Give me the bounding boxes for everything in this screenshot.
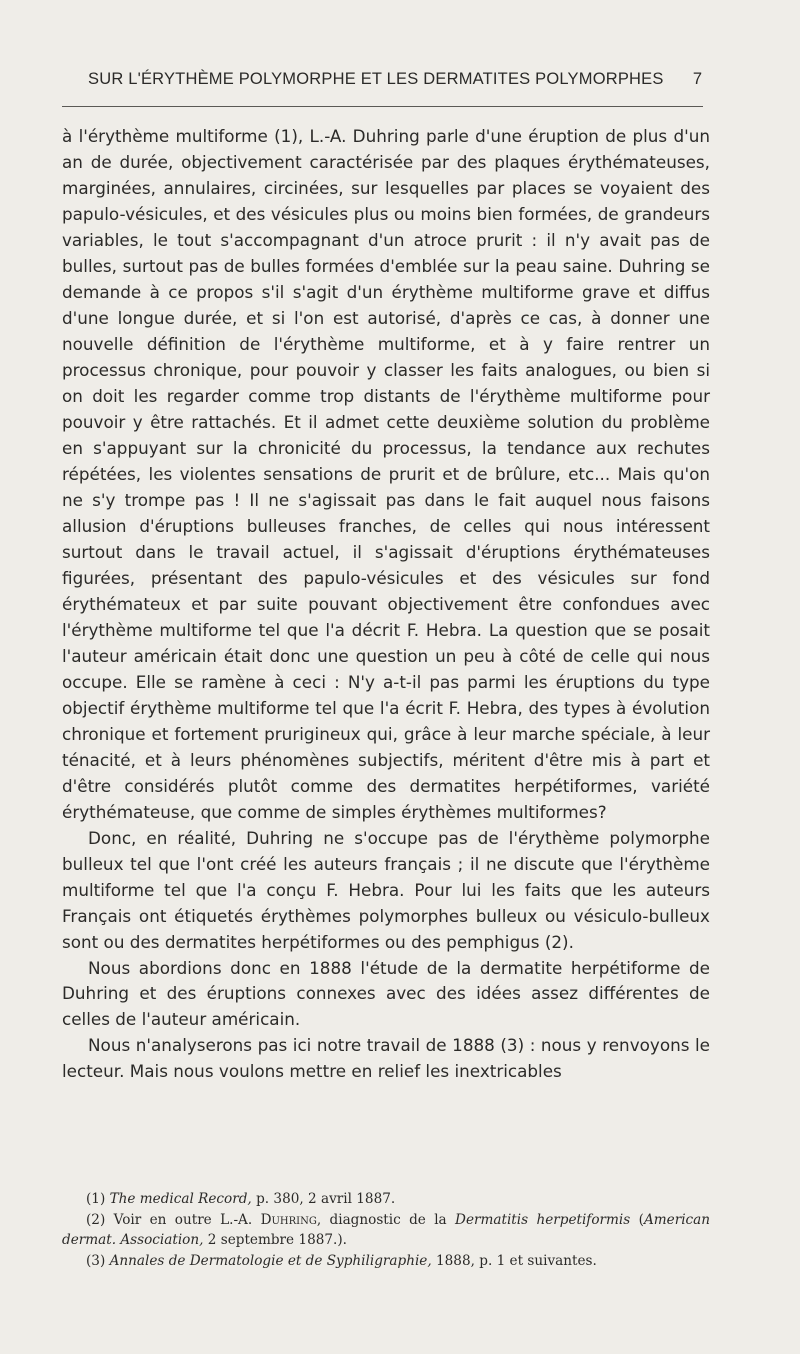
footnote-text: 1888, p. 1 et suivantes. (431, 1252, 597, 1269)
footnote-text: Annales de Dermatologie et de Syphiligraphie, (109, 1252, 432, 1269)
page-number: 7 (692, 70, 702, 88)
footnote-text: The medical Record, (109, 1191, 252, 1207)
paragraph: Donc, en réalité, Duhring ne s'occupe pas de l'érythème polymorphe bulleux tel que l'ont créé les auteurs français ; il ne discute que l'érythème multiforme tel que l'a conçu F. Hebra. Pour lui les faits que les auteurs Français ont étiquetés érythèmes polymorphes bulleux ou vésiculo-bulleux sont ou des dermatites herpétiformes ou des pemphigus (2). (62, 827, 710, 952)
running-head: SUR L'ÉRYTHÈME POLYMORPHE ET LES DERMATITES POLYMORPHES (88, 70, 664, 88)
paragraph: Nous n'analyserons pas ici notre travail de 1888 (3) : nous y renvoyons le lecteur. Mais nous voulons mettre en relief les inextricables (62, 1035, 710, 1082)
footnote-text: p. 380, 2 avril 1887. (251, 1191, 396, 1207)
footnote-text: ( (630, 1211, 644, 1228)
footnote-text: Duhring (260, 1211, 317, 1228)
footnote (62, 1251, 710, 1272)
page-header (62, 68, 712, 98)
footnote-text: American dermat. Association, (62, 1211, 711, 1248)
footnote-text: , diagnostic de la (316, 1211, 456, 1228)
footnote-text: 2 septembre 1887.). (203, 1232, 347, 1248)
paragraph: à l'érythème multiforme (1), L.-A. Duhring parle d'une éruption de plus d'un an de durée, objectivement caractérisée par des plaques érythémateuses, marginées, annulaires, circinées, sur lesquelles par places se voyaient des papulo-vésicules, et des vésicules plus ou moins bien formées, de grandeurs variables, le tout s'accompagnant d'un atroce prurit : il n'y avait pas de bulles, surtout pas de bulles formées d'emblée sur la peau saine. Duhring se demande à ce propos s'il s'agit d'un érythème multiforme grave et diffus d'une longue durée, et si l'on est autorisé, d'après ce cas, à donner une nouvelle définition de l'érythème multiforme, et à y faire rentrer un processus chronique, pour pouvoir y classer les faits analogues, ou bien si on doit les regarder comme trop distants de l'érythème multiforme pour pouvoir y être rattachés. Et il admet cette deuxième solution du problème en s'appuyant sur la chronicité du processus, la tendance aux rechutes répétées, les violentes sensations de prurit et de brûlure, etc... Mais qu'on ne s'y trompe pas ! Il ne s'agissait pas dans le fait auquel nous faisons allusion d'éruptions bulleuses franches, de celles qui nous intéressent surtout dans le travail actuel, il s'agissait d'éruptions érythémateuses figurées, présentant des papulo-vésicules et des vésicules sur fond érythémateux et par suite pouvant objectivement être confondues avec l'érythème multiforme tel que l'a décrit F. Hebra. La question que se posait l'auteur américain était donc une question un peu à côté de celle qui nous occupe. Elle se ramène à ceci : N'y a-t-il pas parmi les éruptions du type objectif érythème multiforme tel que l'a écrit F. Hebra, des types à évolution chronique et fortement prurigineux qui, grâce à leur marche spéciale, à leur ténacité, et à leurs phénomènes subjectifs, méritent d'être mis à part et d'être considérés plutôt comme des dermatites herpétiformes, variété érythémateuse, que comme de simples érythèmes multiformes? (62, 126, 710, 822)
footnote-marker: (3) (86, 1252, 106, 1269)
footnote (62, 1210, 710, 1251)
footnote-marker: (2) (86, 1211, 106, 1228)
body-text (62, 124, 710, 1085)
header-rule (62, 106, 703, 107)
footnote-text: Dermatitis herpetiformis (455, 1211, 631, 1228)
footnote-marker: (1) (86, 1191, 106, 1207)
paragraph: Nous abordions donc en 1888 l'étude de la dermatite herpétiforme de Duhring et des éruptions connexes avec des idées assez différentes de celles de l'auteur américain. (62, 957, 710, 1030)
footnotes (62, 1189, 710, 1271)
footnote-text: Voir en outre L.-A. (113, 1211, 261, 1228)
footnote (62, 1189, 710, 1210)
